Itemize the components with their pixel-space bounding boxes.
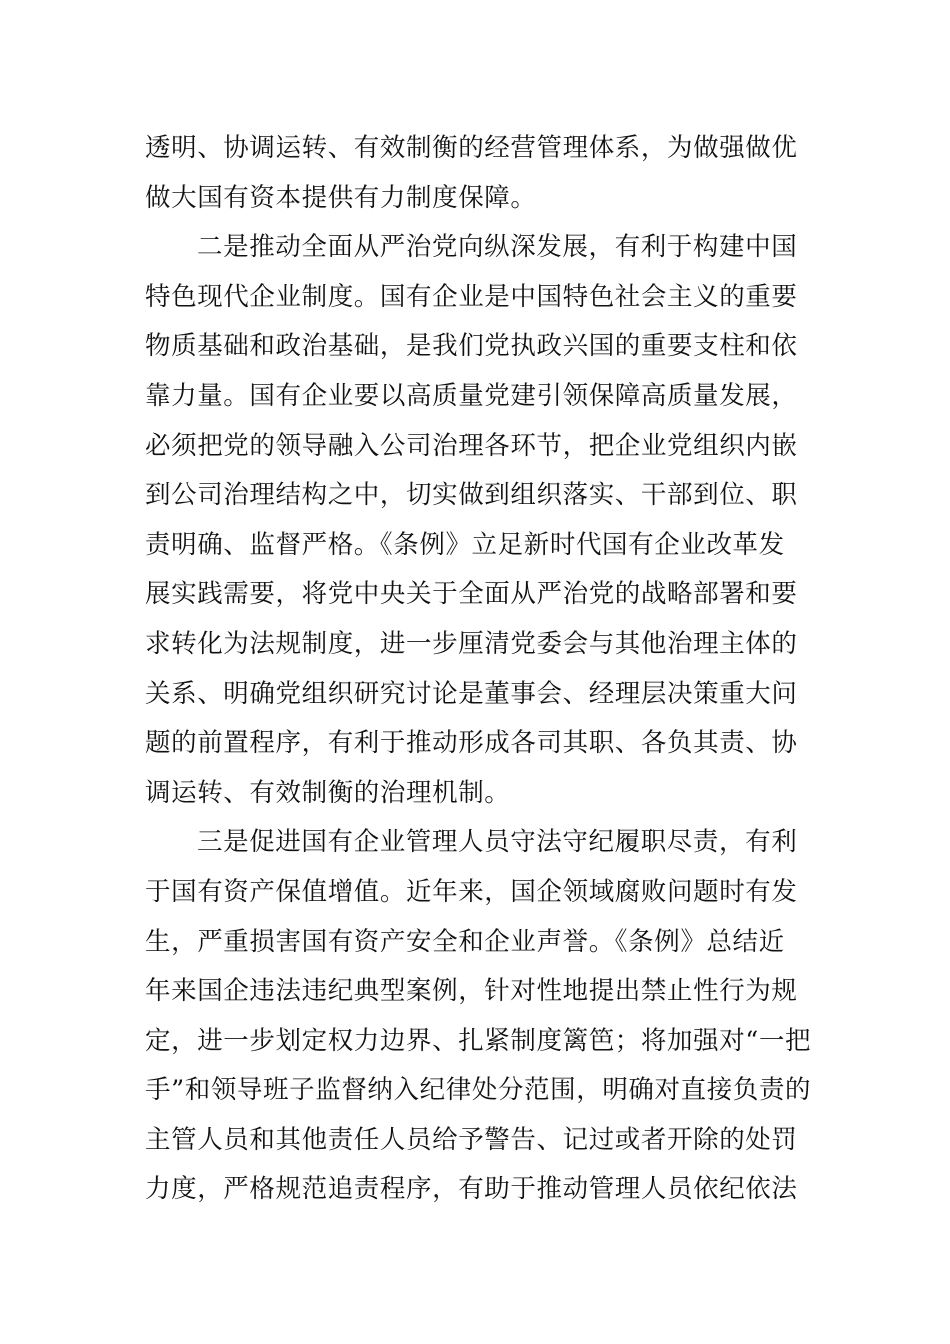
text-line: 物质基础和政治基础，是我们党执政兴国的重要支柱和依 xyxy=(145,331,798,362)
text-line: 生，严重损害国有资产安全和企业声誉。《条例》总结近 xyxy=(145,926,785,957)
text-line: 题的前置程序，有利于推动形成各司其职、各负其责、协 xyxy=(145,728,798,759)
text-line: 主管人员和其他责任人员给予警告、记过或者开除的处罚 xyxy=(145,1124,798,1155)
paragraph-first-line: 二是推动全面从严治党向纵深发展，有利于构建中国 xyxy=(197,232,798,263)
text-line: 求转化为法规制度，进一步厘清党委会与其他治理主体的 xyxy=(145,628,798,659)
text-line: 必须把党的领导融入公司治理各环节，把企业党组织内嵌 xyxy=(145,430,798,461)
text-line: 展实践需要，将党中央关于全面从严治党的战略部署和要 xyxy=(145,579,798,610)
document-body xyxy=(145,124,812,1215)
text-line: 调运转、有效制衡的治理机制。 xyxy=(145,777,511,808)
text-line: 到公司治理结构之中，切实做到组织落实、干部到位、职 xyxy=(145,480,798,511)
text-line: 关系、明确党组织研究讨论是董事会、经理层决策重大问 xyxy=(145,678,798,709)
text-line: 责明确、监督严格。《条例》立足新时代国有企业改革发 xyxy=(145,529,785,560)
paragraph-first-line: 三是促进国有企业管理人员守法守纪履职尽责，有利 xyxy=(197,827,798,858)
text-line: 手”和领导班子监督纳入纪律处分范围，明确对直接负责的 xyxy=(145,1075,812,1106)
text-line: 于国有资产保值增值。近年来，国企领域腐败问题时有发 xyxy=(145,876,798,907)
text-line: 靠力量。国有企业要以高质量党建引领保障高质量发展， xyxy=(145,380,798,411)
text-line: 特色现代企业制度。国有企业是中国特色社会主义的重要 xyxy=(145,281,798,312)
text-line: 定，进一步划定权力边界、扎紧制度篱笆；将加强对“一把 xyxy=(145,1025,812,1056)
text-line: 透明、协调运转、有效制衡的经营管理体系，为做强做优 xyxy=(145,133,798,163)
text-line: 做大国有资本提供有力制度保障。 xyxy=(145,182,537,213)
text-line: 力度，严格规范追责程序，有助于推动管理人员依纪依法 xyxy=(145,1174,798,1205)
text-line: 年来国企违法违纪典型案例，针对性地提出禁止性行为规 xyxy=(145,976,798,1007)
